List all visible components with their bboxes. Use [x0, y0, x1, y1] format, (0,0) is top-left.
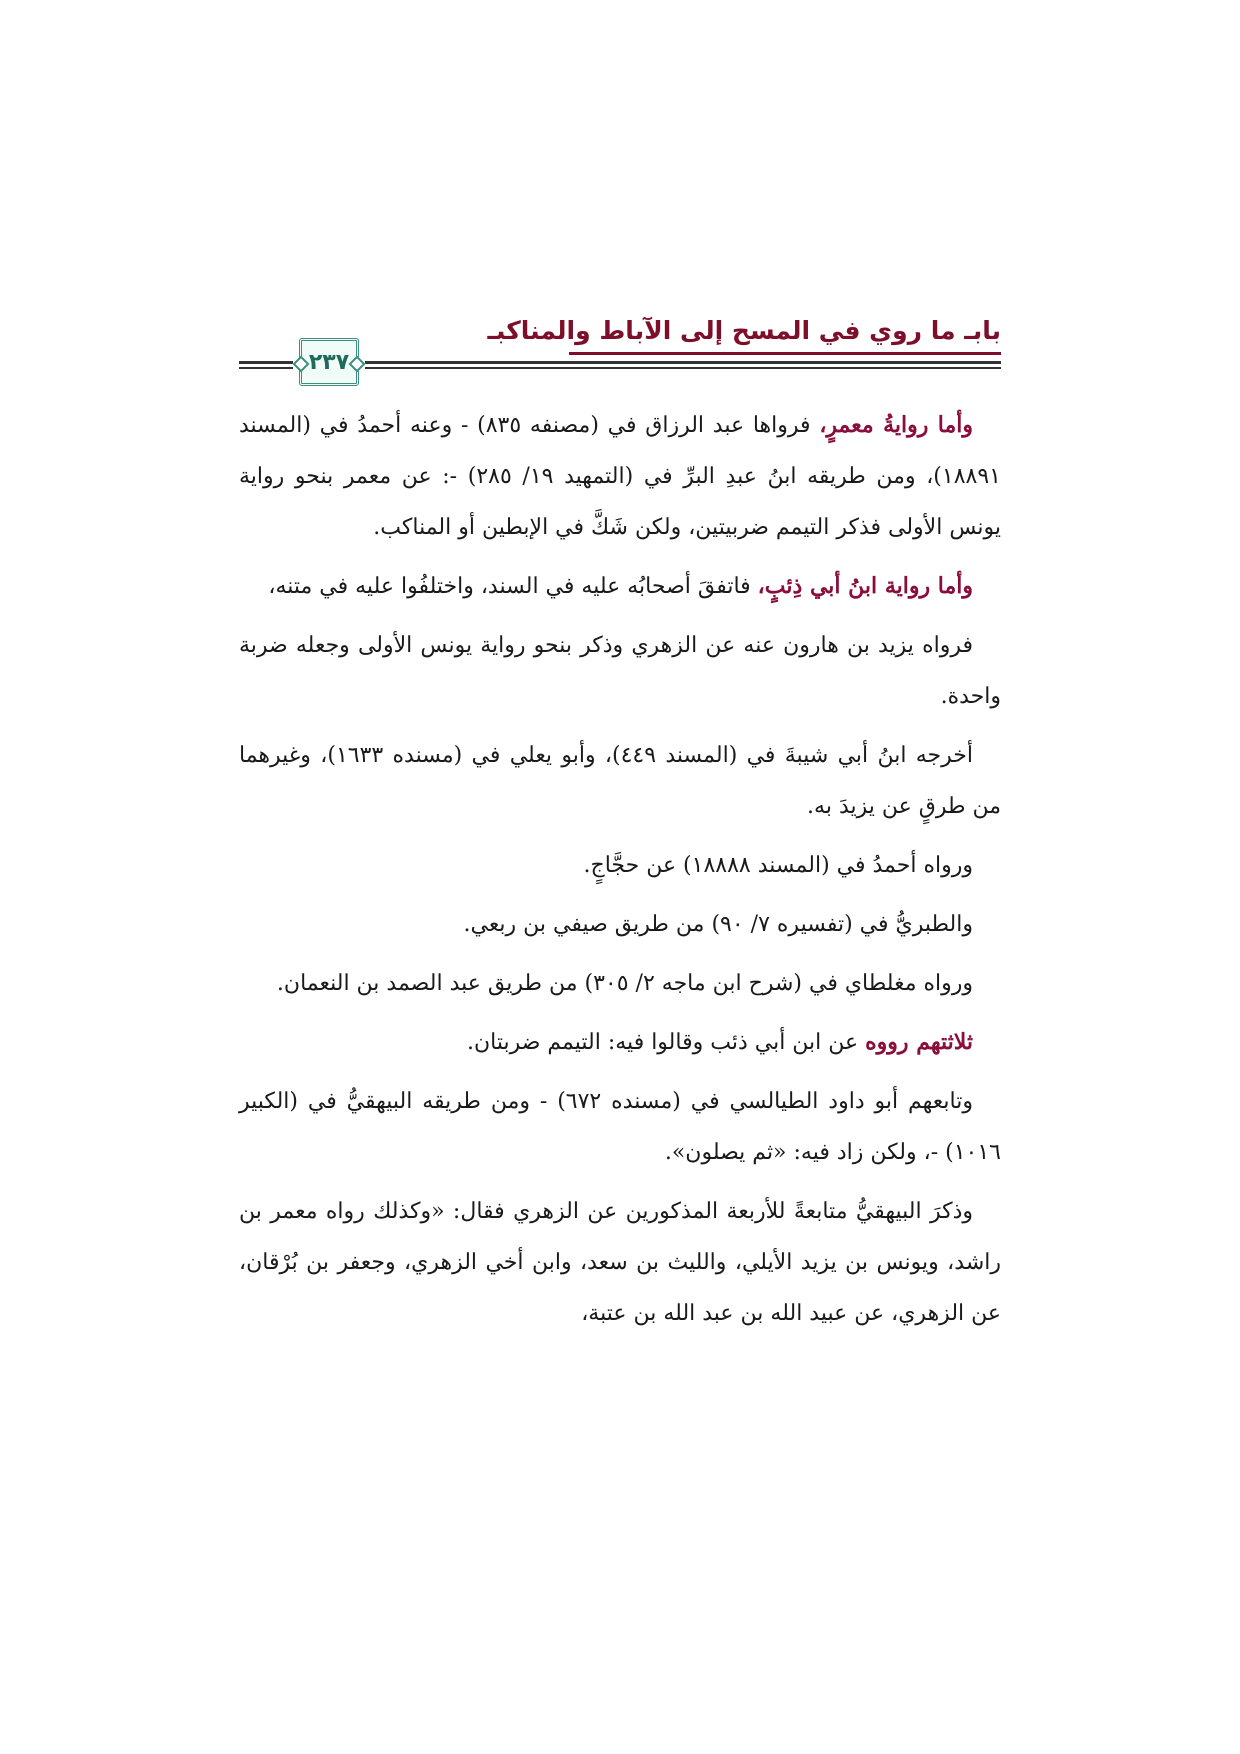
- paragraph-text: ورواه مغلطاي في (شرح ابن ماجه ٢/ ٣٠٥) من طريق عبد الصمد بن النعمان.: [276, 971, 973, 996]
- paragraph-text: فرواها عبد الرزاق في (مصنفه ٨٣٥) - وعنه أحمدُ في (المسند ١٨٨٩١)، ومن طريقه ابنُ عبدِ البرِّ في (التمهيد ١٩/ ٢٨٥) -: عن معمر بنحو رواية يونس الأولى فذكر التيمم ضربيتين، ولكن شَكَّ في الإبطين أو المناكب.: [239, 413, 1001, 540]
- header-rule-right: [365, 361, 1001, 369]
- page-header: [239, 308, 1001, 388]
- page-number: ٢٣٧: [308, 349, 350, 375]
- paragraph-lead: ثلاثتهم رووه: [865, 1029, 973, 1055]
- paragraph-text: وذكرَ البيهقيُّ متابعةً للأربعة المذكورين عن الزهري فقال: «وكذلك رواه معمر بن راشد، ويونس بن يزيد الأيلي، والليث بن سعد، وابن أخي الزهري، وجعفر بن بُرْقان، عن الزهري، عن عبيد الله بن عبد الله بن عتبة،: [239, 1199, 1001, 1326]
- page-number-ornament: [299, 338, 359, 386]
- paragraph-text: عن ابن أبي ذئب وقالوا فيه: التيمم ضربتان.: [466, 1030, 866, 1055]
- header-rule-left: [239, 361, 293, 369]
- paragraph-text: وتابعهم أبو داود الطيالسي في (مسنده ٦٧٢) - ومن طريقه البيهقيُّ في (الكبير ١٠١٦) -، ولكن زاد فيه: «ثم يصلون».: [239, 1089, 1001, 1165]
- paragraph: [239, 1186, 1001, 1339]
- chapter-title: بابـ ما روي في المسح إلى الآباط والمناكبـ: [487, 316, 1001, 345]
- paragraph: [239, 899, 1001, 950]
- title-underline: [569, 352, 1001, 355]
- page-body: [239, 400, 1001, 1347]
- paragraph-text: والطبريُّ في (تفسيره ٧/ ٩٠) من طريق صيفي بن ربعي.: [463, 912, 973, 937]
- paragraph-text: أخرجه ابنُ أبي شيبةَ في (المسند ٤٤٩)، وأبو يعلي في (مسنده ١٦٣٣)، وغيرهما من طرقٍ عن يزيدَ به.: [239, 743, 1001, 819]
- paragraph-lead: وأما روايةُ معمرٍ،: [819, 412, 974, 438]
- paragraph: [239, 840, 1001, 891]
- paragraph: [239, 1017, 1001, 1068]
- paragraph: [239, 620, 1001, 722]
- paragraph: [239, 730, 1001, 832]
- paragraph: [239, 561, 1001, 612]
- paragraph-lead: وأما رواية ابنُ أبي ذِئبٍ،: [757, 573, 973, 599]
- paragraph: [239, 1076, 1001, 1178]
- paragraph-text: فاتفقَ أصحابُه عليه في السند، واختلفُوا عليه في متنه،: [268, 574, 758, 599]
- paragraph-text: فرواه يزيد بن هارون عنه عن الزهري وذكر بنحو رواية يونس الأولى وجعله ضربة واحدة.: [239, 633, 1001, 709]
- paragraph-text: ورواه أحمدُ في (المسند ١٨٨٨٨) عن حجَّاجٍ.: [583, 853, 973, 878]
- paragraph: [239, 958, 1001, 1009]
- paragraph: [239, 400, 1001, 553]
